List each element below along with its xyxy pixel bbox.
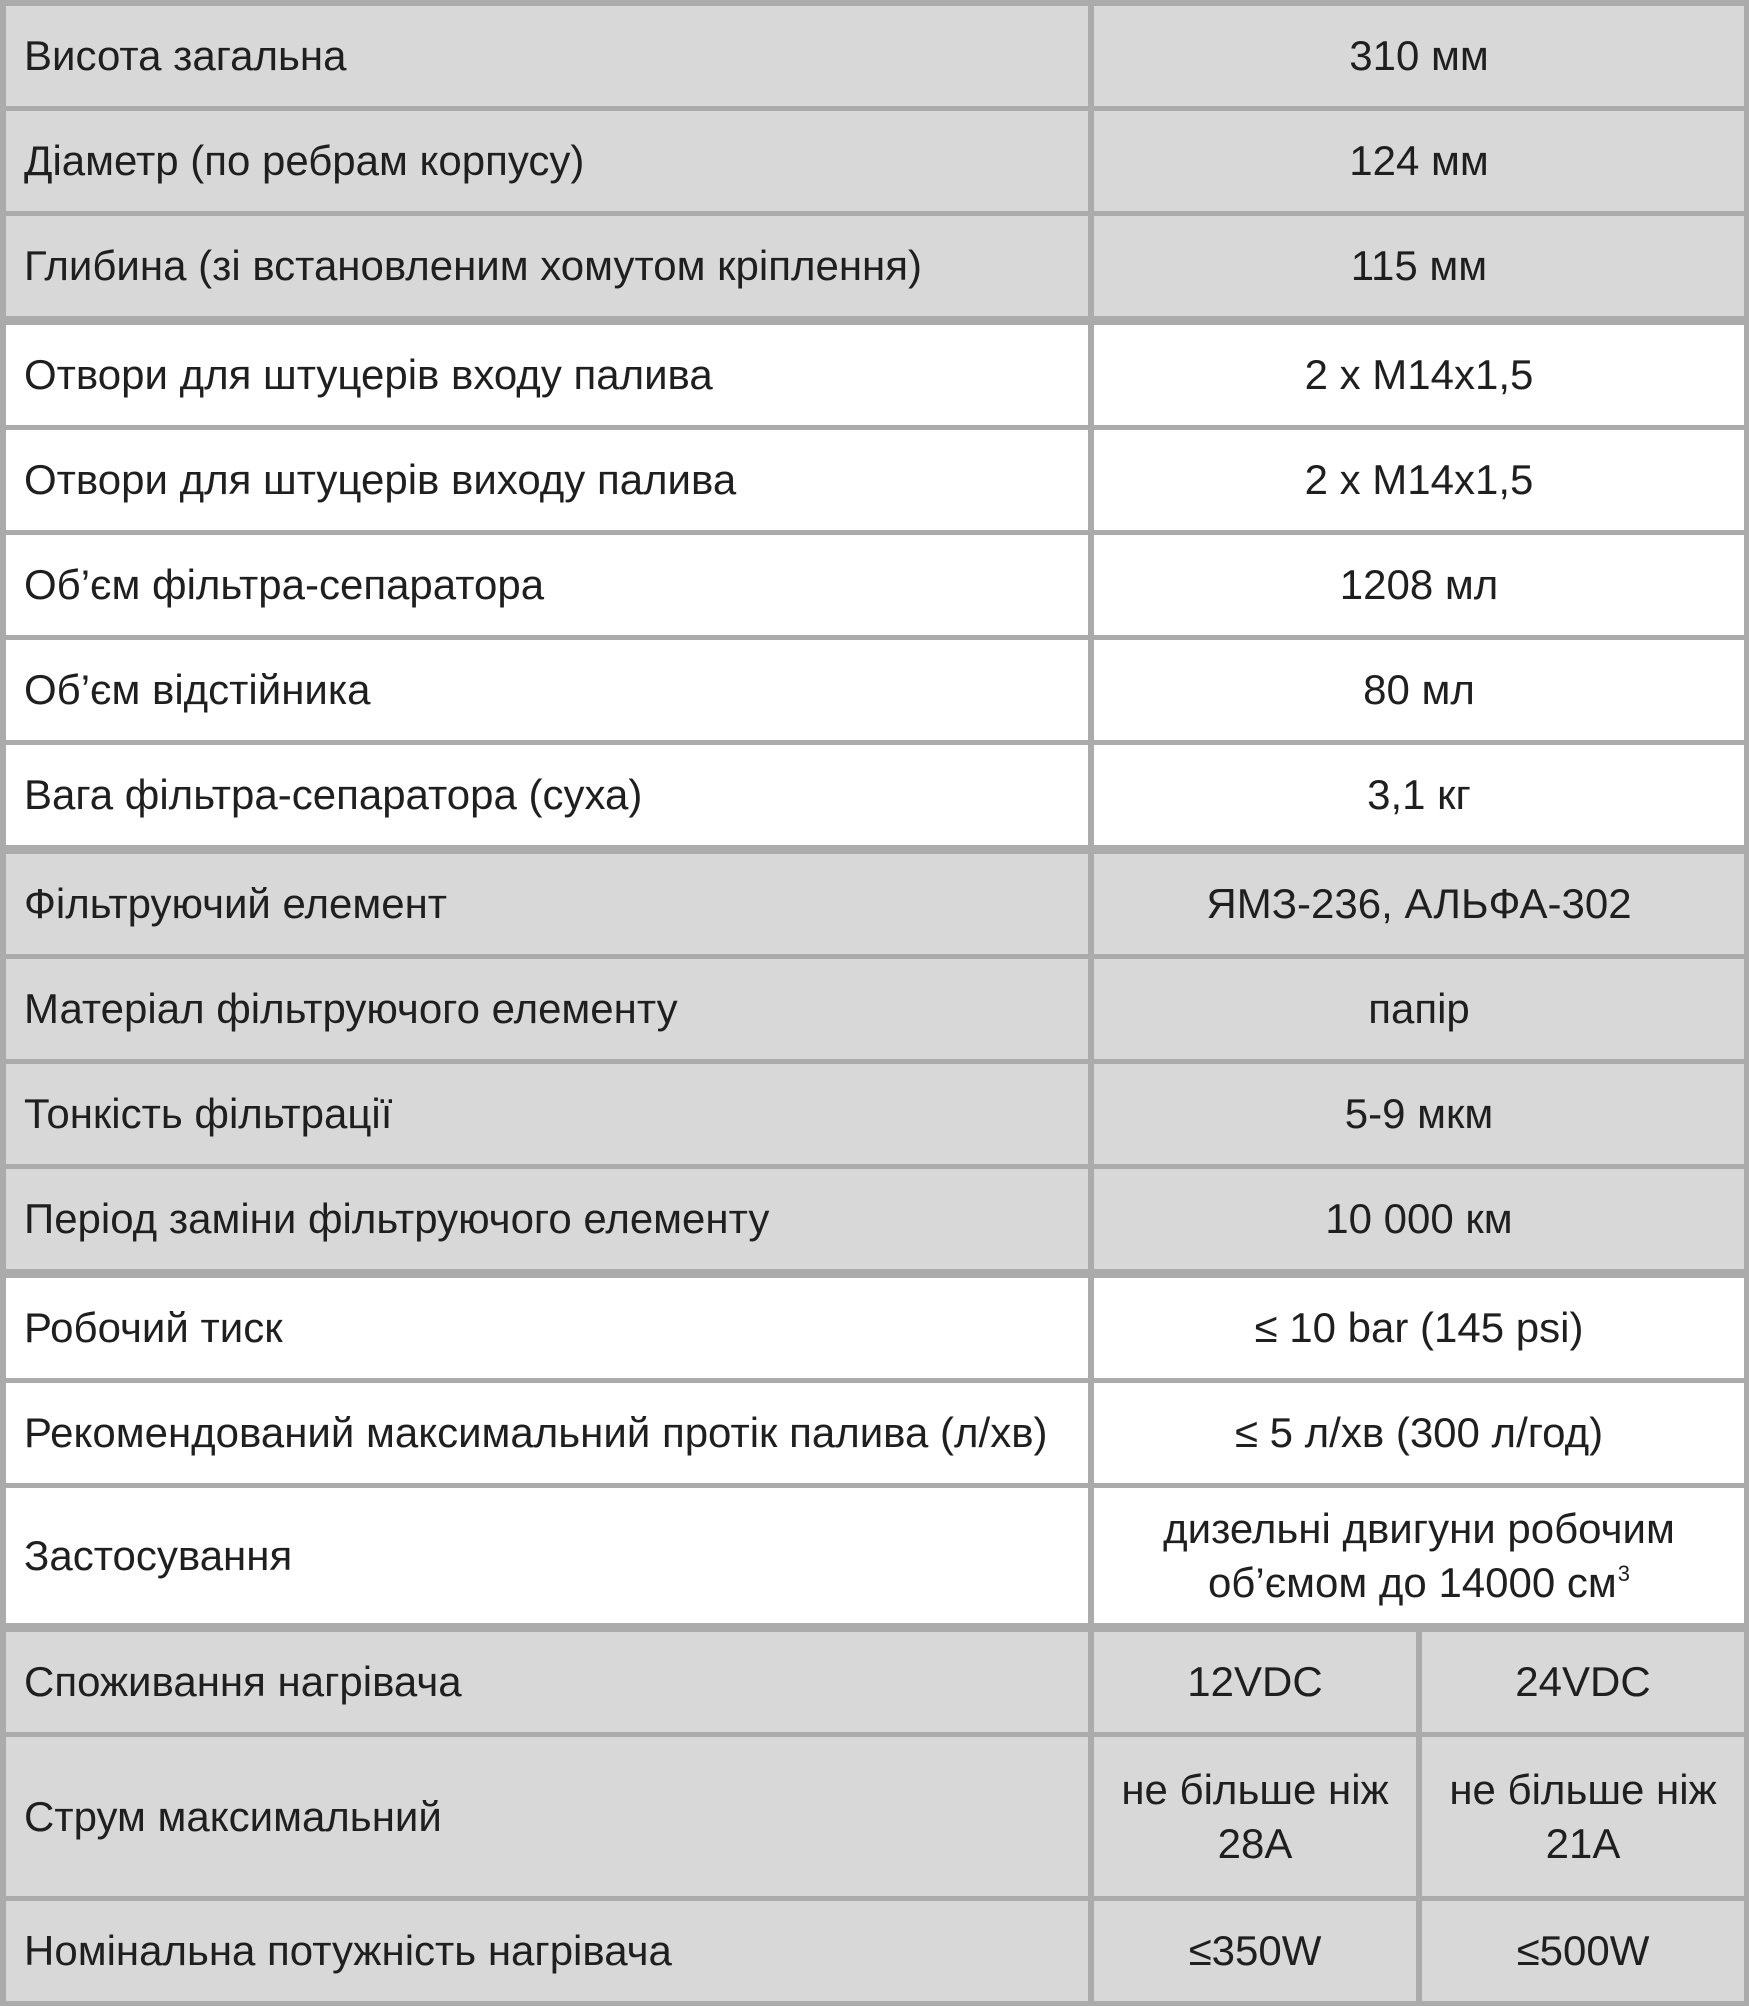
label-application: Застосування [6, 1488, 1088, 1623]
value-filtration-fineness: 5-9 мкм [1094, 1064, 1744, 1164]
value-outlet-ports: 2 х М14х1,5 [1094, 430, 1744, 530]
value-inlet-ports: 2 х М14х1,5 [1094, 325, 1744, 425]
value-sump-volume: 80 мл [1094, 640, 1744, 740]
label-filtration-fineness: Тонкість фільтрації [6, 1064, 1088, 1164]
label-diameter: Діаметр (по ребрам корпусу) [6, 111, 1088, 211]
label-heater-supply: Споживання нагрівача [6, 1632, 1088, 1732]
label-working-pressure: Робочий тиск [6, 1278, 1088, 1378]
value-heater-power-24v: ≤500W [1422, 1901, 1744, 2001]
spec-table [6, 6, 1744, 2006]
value-heater-supply-24v: 24VDC [1422, 1632, 1744, 1732]
label-height: Висота загальна [6, 6, 1088, 106]
value-dry-weight: 3,1 кг [1094, 745, 1744, 845]
value-max-current-12v [1094, 1737, 1416, 1896]
application-line-2: об’ємом до 14000 см [1207, 1558, 1617, 1606]
label-depth: Глибина (зі встановленим хомутом кріплення) [6, 216, 1088, 316]
value-element-material: папір [1094, 959, 1744, 1059]
label-filter-element: Фільтруючий елемент [6, 854, 1088, 954]
value-filter-volume: 1208 мл [1094, 535, 1744, 635]
label-max-flow: Рекомендований максимальний протік палива (л/хв) [6, 1383, 1088, 1483]
value-height: 310 мм [1094, 6, 1744, 106]
value-heater-power-12v: ≤350W [1094, 1901, 1416, 2001]
max-current-24v-line-2: 21А [1545, 1819, 1621, 1867]
label-filter-volume: Об’єм фільтра-сепаратора [6, 535, 1088, 635]
label-inlet-ports: Отвори для штуцерів входу палива [6, 325, 1088, 425]
max-current-12v-line-1: не більше ніж [1121, 1765, 1389, 1813]
max-current-12v-line-2: 28А [1217, 1819, 1293, 1867]
label-dry-weight: Вага фільтра-сепаратора (суха) [6, 745, 1088, 845]
label-outlet-ports: Отвори для штуцерів виходу палива [6, 430, 1088, 530]
label-replacement-interval: Період заміни фільтруючого елементу [6, 1169, 1088, 1269]
value-heater-supply-12v: 12VDC [1094, 1632, 1416, 1732]
value-depth: 115 мм [1094, 216, 1744, 316]
value-max-current-24v [1422, 1737, 1744, 1896]
label-max-current: Струм максимальний [6, 1737, 1088, 1896]
value-max-flow: ≤ 5 л/хв (300 л/год) [1094, 1383, 1744, 1483]
label-heater-power: Номінальна потужність нагрівача [6, 1901, 1088, 2001]
value-diameter: 124 мм [1094, 111, 1744, 211]
value-application [1094, 1488, 1744, 1623]
label-sump-volume: Об’єм відстійника [6, 640, 1088, 740]
cubic-superscript: 3 [1617, 1560, 1631, 1586]
value-working-pressure: ≤ 10 bar (145 psi) [1094, 1278, 1744, 1378]
label-element-material: Матеріал фільтруючого елементу [6, 959, 1088, 1059]
application-line-1: дизельні двигуни робочим [1163, 1504, 1675, 1552]
value-replacement-interval: 10 000 км [1094, 1169, 1744, 1269]
max-current-24v-line-1: не більше ніж [1449, 1765, 1717, 1813]
value-filter-element: ЯМЗ-236, АЛЬФА-302 [1094, 854, 1744, 954]
